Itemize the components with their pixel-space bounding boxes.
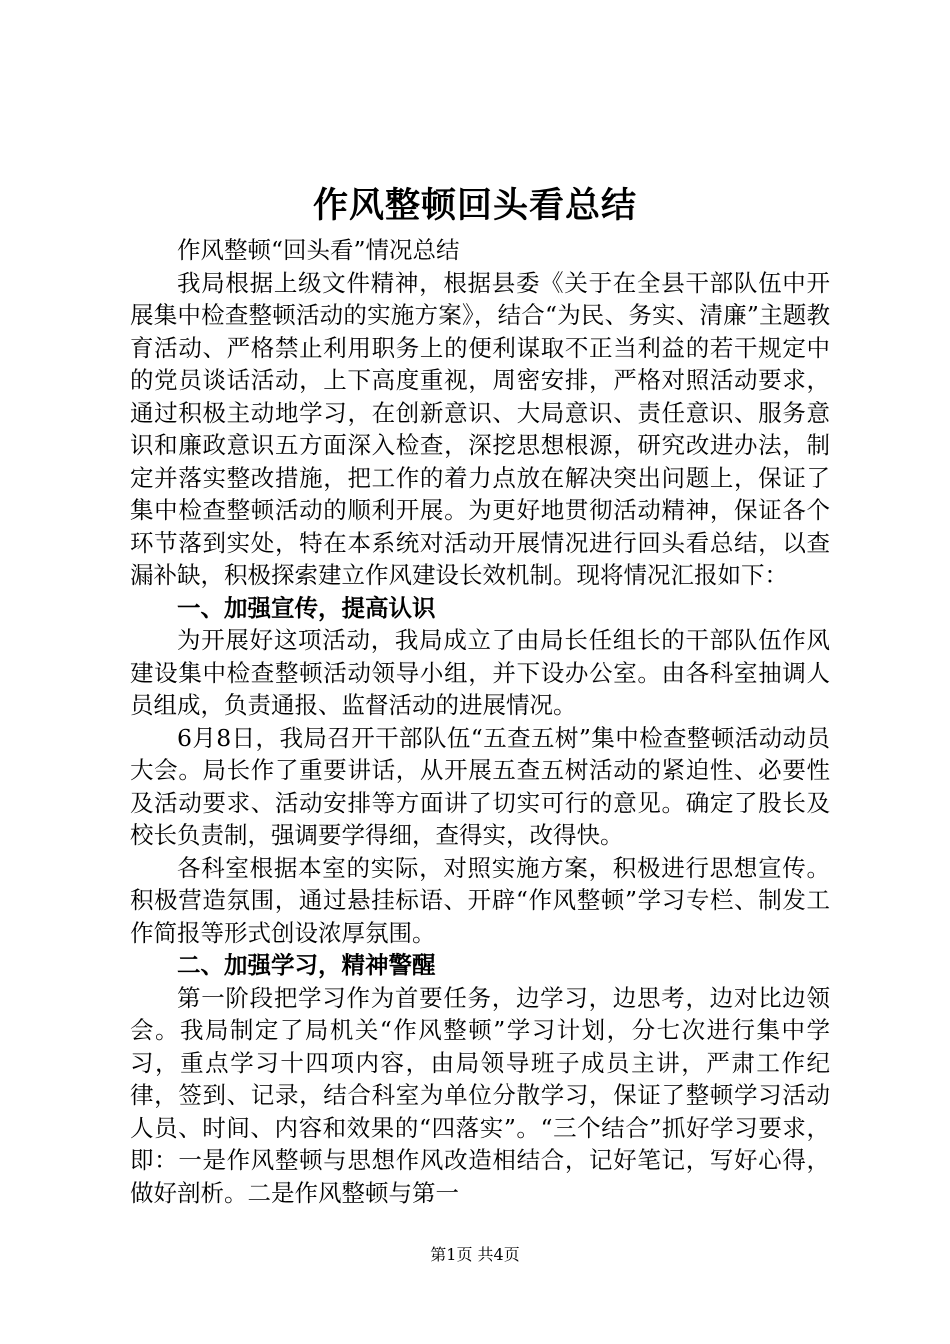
section-heading-2: 二、加强学习，精神警醒 xyxy=(177,951,436,979)
section-heading-1: 一、加强宣传，提高认识 xyxy=(177,593,436,622)
body-paragraph: 6月8日，我局召开干部队伍“五查五树”集中检查整顿活动动员大会。局长作了重要讲话，从开展五查五树活动的紧迫性、必要性及活动要求、活动安排等方面讲了切实可行的意见。确定了股长及校长负责制，强调要学得细，查得实，改得快。 xyxy=(130,723,830,849)
subtitle-paragraph: 作风整顿“回头看”情况总结 xyxy=(177,236,460,264)
body-paragraph: 各科室根据本室的实际，对照实施方案，积极进行思想宣传。积极营造氛围，通过悬挂标语、开辟“作风整顿”学习专栏、制发工作简报等形式创设浓厚氛围。 xyxy=(130,853,830,947)
document-title: 作风整顿回头看总结 xyxy=(312,186,637,226)
body-paragraph: 为开展好这项活动，我局成立了由局长任组长的干部队伍作风建设集中检查整顿活动领导小组，并下设办公室。由各科室抽调人员组成，负责通报、监督活动的进展情况。 xyxy=(130,626,830,719)
body-paragraph: 第一阶段把学习作为首要任务，边学习，边思考，边对比边领会。我局制定了局机关“作风整顿”学习计划，分七次进行集中学习，重点学习十四项内容，由局领导班子成员主讲，严肃工作纪律，签到、记录，结合科室为单位分散学习，保证了整顿学习活动人员、时间、内容和效果的“四落实”。“三个结合”抓好学习要求，即：一是作风整顿与思想作风改造相结合，记好笔记，写好心得，做好剖析。二是作风整顿与第一 xyxy=(130,983,830,1207)
document-body xyxy=(130,234,830,1209)
page-number-footer: 第1页 共4页 xyxy=(430,1245,520,1264)
intro-paragraph: 我局根据上级文件精神，根据县委《关于在全县干部队伍中开展集中检查整顿活动的实施方案》，结合“为民、务实、清廉”主题教育活动、严格禁止利用职务上的便利谋取不正当利益的若干规定中的党员谈话活动，上下高度重视，周密安排，严格对照活动要求，通过积极主动地学习，在创新意识、大局意识、责任意识、服务意识和廉政意识五方面深入检查，深挖思想根源，研究改进办法，制定并落实整改措施，把工作的着力点放在解决突出问题上，保证了集中检查整顿活动的顺利开展。为更好地贯彻活动精神，保证各个环节落到实处，特在本系统对活动开展情况进行回头看总结，以查漏补缺，积极探索建立作风建设长效机制。现将情况汇报如下： xyxy=(130,268,830,589)
